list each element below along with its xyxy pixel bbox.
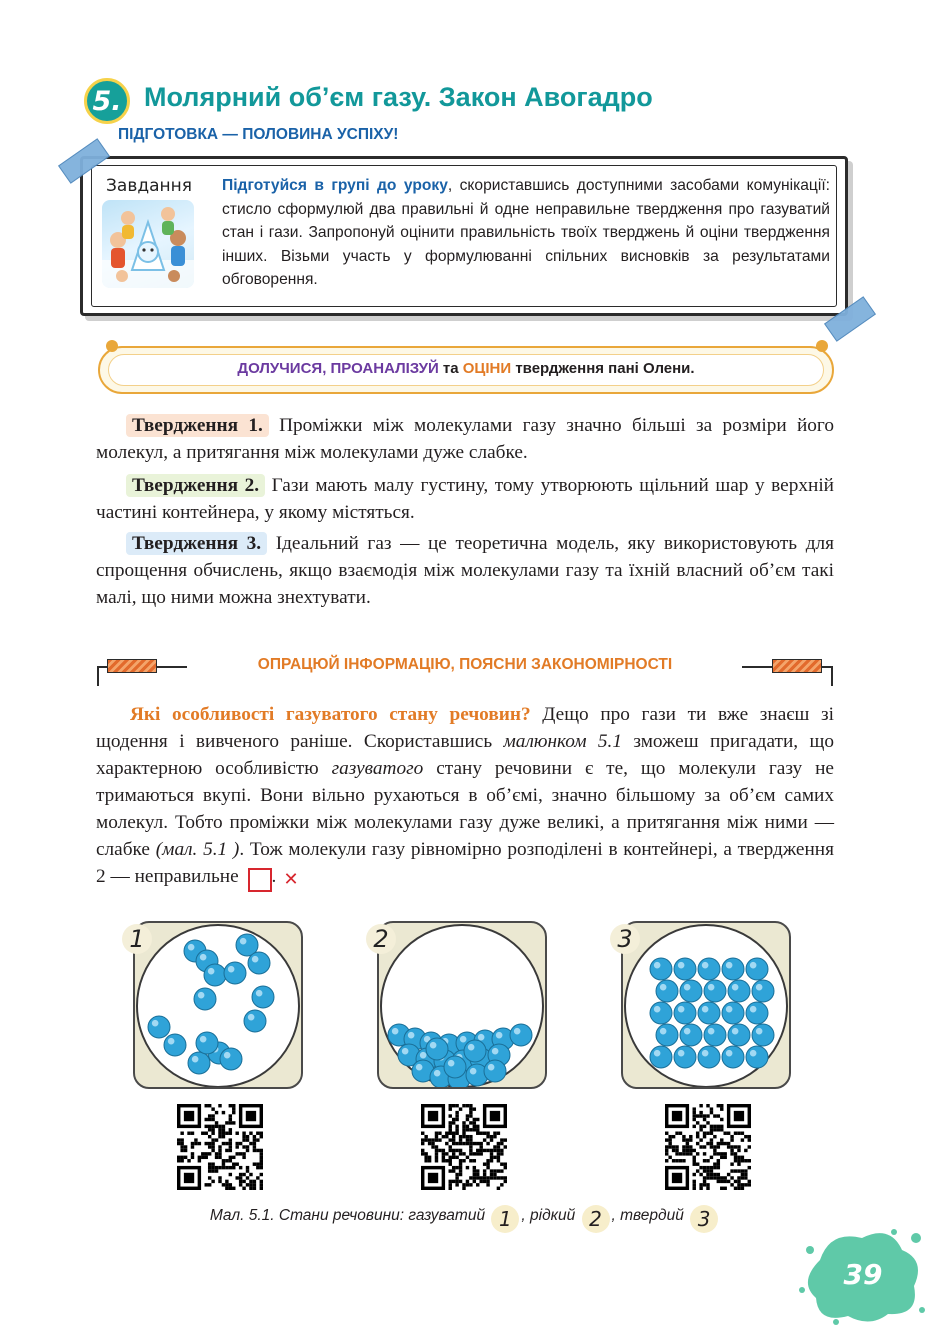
molecule [444, 1056, 466, 1078]
figure-number-2: 2 [366, 924, 396, 954]
molecule [704, 1024, 726, 1046]
molecule [224, 962, 246, 984]
statement-1-label: Твердження 1. [126, 414, 269, 437]
molecule [698, 1046, 720, 1068]
molecule [746, 1002, 768, 1024]
task-body: , скориставшись доступними засобами комунікації: стисло сформулюй два правильні й одне неправильне твердження про газуватий стан і гази. Запропонуй оцінити правильність твоїх тверджень й оціни твердження інших. Візьми участь у формулюванні спільних висновків за результатами обговорення. [222, 177, 830, 288]
molecule [650, 1046, 672, 1068]
molecule [484, 1060, 506, 1082]
question: Які особливості газуватого стану речовин? [130, 704, 531, 725]
molecule [698, 958, 720, 980]
children-illustration [102, 200, 194, 288]
molecule [244, 1010, 266, 1032]
molecule [674, 958, 696, 980]
task-lead: Підготуйся в групі до уроку [222, 177, 448, 194]
molecule [426, 1038, 448, 1060]
molecule [752, 1024, 774, 1046]
banner-part-1: ДОЛУЧИСЯ, ПРОАНАЛІЗУЙ [237, 360, 439, 377]
task-label: Завдання [106, 176, 192, 196]
statement-3-label: Твердження 3. [126, 532, 267, 555]
banner-part-2: та [438, 360, 463, 377]
molecule [204, 964, 226, 986]
divider-tick [831, 666, 833, 686]
page-number: 39 [843, 1258, 883, 1291]
emphasis-gaseous: газуватого [331, 758, 424, 779]
divider-hatch [772, 659, 822, 673]
banner-text [98, 360, 834, 377]
statement-3 [96, 530, 834, 611]
statement-2-text: Гази мають малу густину, тому утворюють щільний шар у верхній частині контейнера, у якому містяться. [96, 475, 834, 523]
qr-code-liquid[interactable] [421, 1104, 507, 1190]
molecule [252, 986, 274, 1008]
molecule [510, 1024, 532, 1046]
molecule [752, 980, 774, 1002]
statement-1-text: Проміжки між молекулами газу значно більші за розміри його молекул, а притягання між молекулами дуже слабке. [96, 415, 834, 463]
banner-part-4: твердження пані Олени. [511, 360, 695, 377]
molecule [164, 1034, 186, 1056]
qr-code-solid[interactable] [665, 1104, 751, 1190]
molecule [650, 958, 672, 980]
molecule [722, 1046, 744, 1068]
molecule [746, 958, 768, 980]
body-text-3: стану речовини є те, що молекули газу не тримаються вкупі. Вони вільно рухаються в об’ємі, значно більшому за об’єм самих молекул. Тобто проміжки між молекулами газу дуже великі, а притягання між ними — слабке [96, 758, 834, 860]
molecule [722, 1002, 744, 1024]
statement-3-text: Ідеальний газ — це теоретична модель, яку використовують для спрощення обчислень, якщо взаємодія між молекулами газу та їхній власний об’єм такі малі, що ними можна знехтувати. [96, 533, 834, 608]
liquid-diagram [379, 923, 545, 1087]
molecule [698, 1002, 720, 1024]
figure-gas-box [133, 921, 303, 1089]
page-subtitle: ПІДГОТОВКА — ПОЛОВИНА УСПІХУ! [118, 126, 399, 143]
section-number-badge: 5. [84, 78, 130, 124]
molecule [728, 1024, 750, 1046]
molecule [194, 988, 216, 1010]
statement-1 [96, 412, 834, 466]
molecule [674, 1002, 696, 1024]
statement-2 [96, 472, 834, 526]
molecule [728, 980, 750, 1002]
molecule [746, 1046, 768, 1068]
body-paragraph [96, 701, 834, 892]
body-text-end: . [271, 866, 277, 887]
page-title: Молярний об’єм газу. Закон Авогадро [144, 82, 653, 112]
figure-number-3: 3 [610, 924, 640, 954]
figure-caption [96, 1205, 834, 1233]
gas-diagram [135, 923, 301, 1087]
caption-text: Мал. 5.1. Стани речовини: газуватий [209, 1207, 490, 1224]
molecule [704, 980, 726, 1002]
molecule [188, 1052, 210, 1074]
caption-number-1: 1 [491, 1205, 519, 1233]
molecule [674, 1046, 696, 1068]
molecule [220, 1048, 242, 1070]
wrong-mark-icon: ✕ [248, 868, 272, 892]
molecule [464, 1040, 486, 1062]
qr-code-gas[interactable] [177, 1104, 263, 1190]
body-text-4: . Тож молекули газу рівномірно розподілені в контейнері, а твердження 2 — неправильне [96, 839, 834, 887]
molecule [148, 1016, 170, 1038]
figure-reference: (мал. 5.1 ) [155, 839, 240, 860]
molecule [722, 958, 744, 980]
figure-number-1: 1 [122, 924, 152, 954]
molecule [196, 1032, 218, 1054]
banner-part-3: ОЦІНИ [462, 360, 512, 377]
caption-number-2: 2 [582, 1205, 610, 1233]
molecule [248, 952, 270, 974]
body-text-1: Дещо про гази ти вже знаєш зі щодення і вивченого раніше. Скориставшись [96, 704, 834, 752]
divider-line [742, 666, 772, 668]
pin-decoration [816, 340, 828, 352]
solid-diagram [623, 923, 789, 1087]
statement-2-label: Твердження 2. [126, 474, 265, 497]
section-heading: ОПРАЦЮЙ ІНФОРМАЦІЮ, ПОЯСНИ ЗАКОНОМІРНОСТІ [257, 656, 673, 673]
caption-text: , твердий [611, 1207, 689, 1224]
figure-reference: малюнком 5.1 [503, 731, 622, 752]
figure-solid-box [621, 921, 791, 1089]
figure-liquid-box [377, 921, 547, 1089]
molecule [680, 1024, 702, 1046]
molecule [656, 1024, 678, 1046]
caption-text: , рідкий [521, 1207, 580, 1224]
caption-number-3: 3 [690, 1205, 718, 1233]
molecule [650, 1002, 672, 1024]
body-text-2: зможеш пригадати, що характерною особливістю [96, 731, 834, 779]
pin-decoration [106, 340, 118, 352]
molecule [680, 980, 702, 1002]
molecule [656, 980, 678, 1002]
task-text [222, 174, 830, 292]
